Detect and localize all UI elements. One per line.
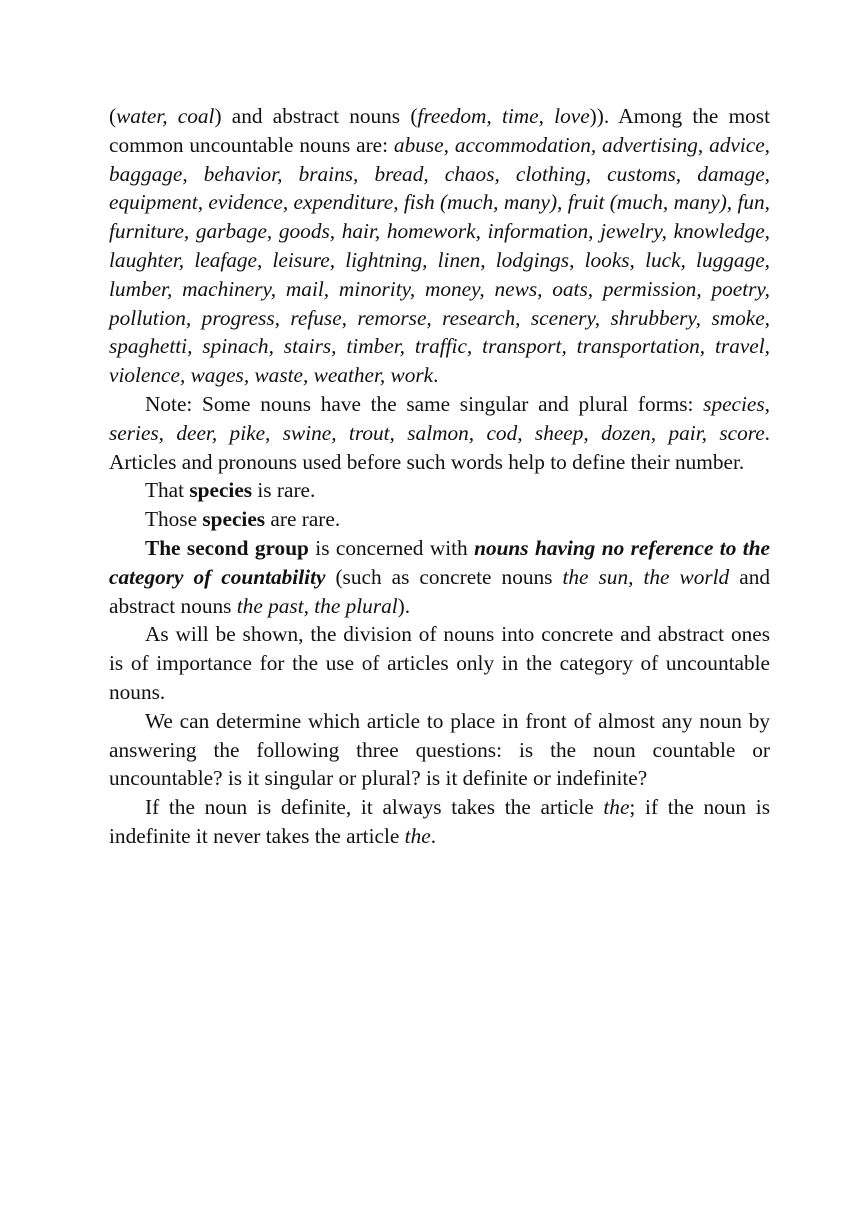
italic-examples: freedom, time, love (417, 104, 590, 128)
text-span: )). Among the most common uncountable nouns are: (109, 104, 770, 157)
text-span: ) and abstract nouns ( (214, 104, 418, 128)
text-span: If the noun is definite, it always takes the article (145, 795, 604, 820)
paragraph-uncountable-nouns-list (109, 102, 770, 390)
text-span: and abstract nouns (109, 564, 770, 618)
italic-examples: water, coal (116, 104, 215, 128)
italic-examples: the sun, the world (562, 564, 730, 589)
paragraph-second-group (109, 534, 770, 620)
text-span: , (443, 132, 455, 157)
italic-article: the (404, 823, 431, 848)
text-span: . (430, 823, 437, 848)
text-span: As will be shown, the division of nouns into concrete and abstract ones is of importance for the use of articles only in the category of uncountable nouns. (109, 622, 770, 704)
text-span: . Articles and pronouns used before such words help to define their number. (109, 420, 770, 474)
paragraph-three-questions (109, 707, 770, 793)
italic-noun-list: accommodation, advertising, advice, baggage, behavior, brains, bread, chaos, clothing, customs, damage, equipment, evidence, expenditure, fish (much, many), fruit (much, many), fun, furniture, garbage, goods, hair, homework, information, jewelry, knowledge, laughter, leafage, leisure, lightning, linen, lodgings, looks, luck, luggage, lumber, machinery, mail, minority, money, news, oats, permission, poetry, pollution, progress, refuse, remorse, research, scenery, shrubbery, smoke, spaghetti, spinach, stairs, timber, traffic, transport, transportation, travel, violence, wages, waste, weather, work (109, 132, 770, 388)
text-span: is concerned with (308, 535, 475, 560)
text-span: are rare. (265, 507, 341, 532)
bold-keyword: species (202, 507, 266, 532)
text-span: (such as concrete nouns (325, 564, 563, 589)
bold-heading-phrase: The second group (145, 535, 309, 560)
paragraph-definite-rule (109, 793, 770, 851)
text-span: ( (109, 104, 117, 128)
page-body (109, 102, 770, 851)
example-sentence-plural (109, 505, 770, 534)
text-span: ). (397, 593, 411, 618)
paragraph-concrete-abstract-division (109, 620, 770, 706)
example-sentence-singular (109, 476, 770, 505)
italic-article: the (603, 795, 630, 820)
text-span: Note: Some nouns have the same singular and plural forms: (145, 391, 704, 416)
text-span: ; if the noun is indefinite it never takes the article (109, 795, 770, 848)
text-span: That (145, 478, 190, 503)
paragraph-note-same-forms (109, 390, 770, 476)
bold-italic-term: nouns having no reference to the category of countability (109, 535, 770, 589)
italic-noun-list: species, series, deer, pike, swine, trout, salmon, cod, sheep, dozen, pair, score (109, 391, 770, 445)
text-span: Those (145, 507, 203, 532)
text-span: We can determine which article to place in front of almost any noun by answering the following three questions: is the noun countable or uncountable? is it singular or plural? is it definite or indefinite? (109, 708, 770, 791)
bold-keyword: species (189, 478, 253, 503)
text-span: . (433, 363, 439, 388)
italic-examples: abuse (393, 132, 444, 157)
italic-examples: the past, the plural (236, 593, 398, 618)
text-span: is rare. (252, 478, 316, 503)
